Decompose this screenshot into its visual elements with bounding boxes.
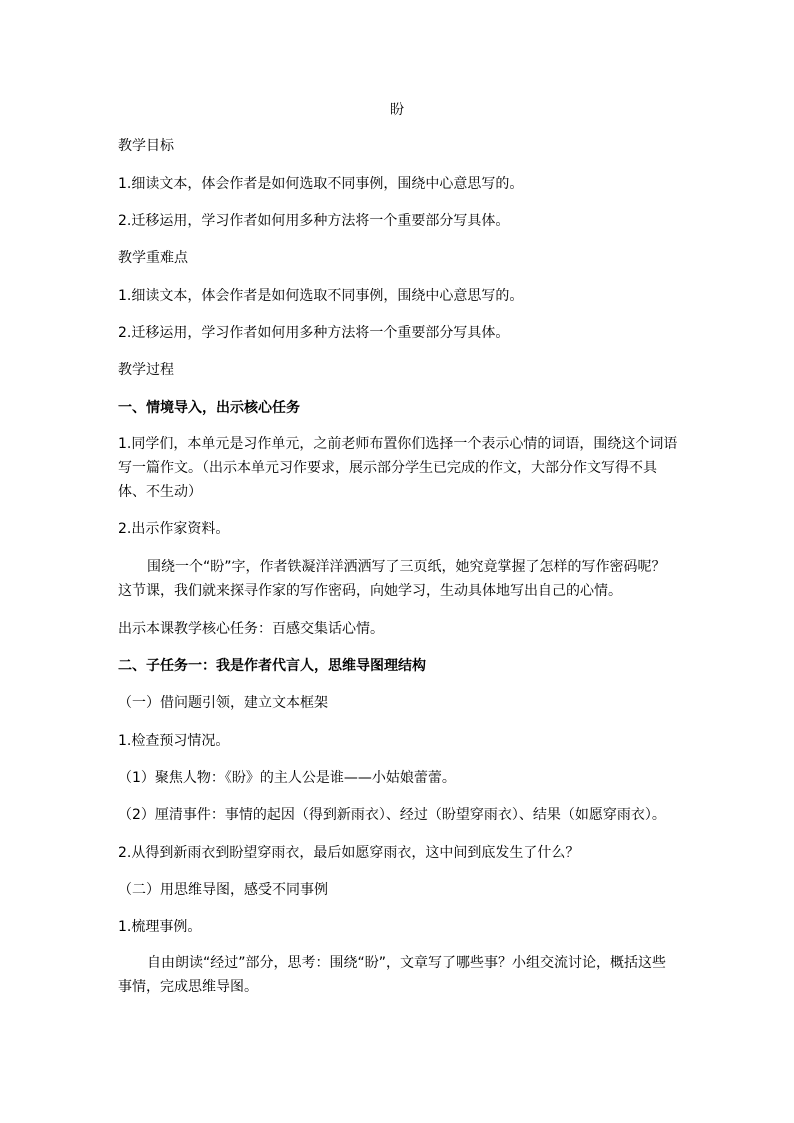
part-one-heading: 一、情境导入，出示核心任务 (118, 400, 300, 416)
section-heading-key-points: 教学重难点 (118, 250, 188, 266)
part-one-item-2: 2.出示作家资料。 (118, 521, 230, 537)
section-heading-objectives: 教学目标 (118, 138, 174, 154)
reading-task-paragraph: 自由朗读“经过”部分，思考：围绕“盼”，文章写了哪些事？小组交流讨论，概括这些事情，完成思维导图。 (118, 955, 667, 995)
author-intro-paragraph: 围绕一个“盼”字，作者铁凝洋洋洒洒写了三页纸，她究竟掌握了怎样的写作密码呢？这节课，我们就来探寻作家的写作密码，向她学习，生动具体地写出自己的心情。 (118, 559, 666, 599)
clarify-events-item: （2）厘清事件：事情的起因（得到新雨衣）、经过（盼望穿雨衣）、结果（如愿穿雨衣）。 (118, 807, 666, 823)
section-heading-process: 教学过程 (118, 362, 174, 378)
part-two-heading: 二、子任务一：我是作者代言人，思维导图理结构 (118, 658, 426, 674)
objective-item-1: 1.细读文本，体会作者是如何选取不同事例，围绕中心意思写的。 (118, 176, 524, 192)
check-preview-item: 1.检查预习情况。 (118, 733, 230, 749)
sort-examples-item: 1.梳理事例。 (118, 919, 202, 935)
key-point-item-2: 2.迁移运用，学习作者如何用多种方法将一个重要部分写具体。 (118, 325, 510, 341)
focus-character-item: （1）聚焦人物：《盼》的主人公是谁——小姑娘蕾蕾。 (118, 770, 456, 786)
subsection-one-heading: （一）借问题引领，建立文本框架 (118, 695, 328, 711)
question-item-2: 2.从得到新雨衣到盼望穿雨衣，最后如愿穿雨衣，这中间到底发生了什么？ (118, 845, 580, 861)
part-one-paragraph-1: 1.同学们，本单元是习作单元，之前老师布置你们选择一个表示心情的词语，围绕这个词语写一篇作文。（出示本单元习作要求，展示部分学生已完成的作文，大部分作文写得不具体、不生动） (118, 436, 678, 500)
document-title: 盼 (390, 102, 404, 118)
objective-item-2: 2.迁移运用，学习作者如何用多种方法将一个重要部分写具体。 (118, 213, 510, 229)
key-point-item-1: 1.细读文本，体会作者是如何选取不同事例，围绕中心意思写的。 (118, 288, 524, 304)
core-task-line: 出示本课教学核心任务：百感交集话心情。 (118, 621, 384, 637)
subsection-two-heading: （二）用思维导图，感受不同事例 (118, 882, 328, 898)
